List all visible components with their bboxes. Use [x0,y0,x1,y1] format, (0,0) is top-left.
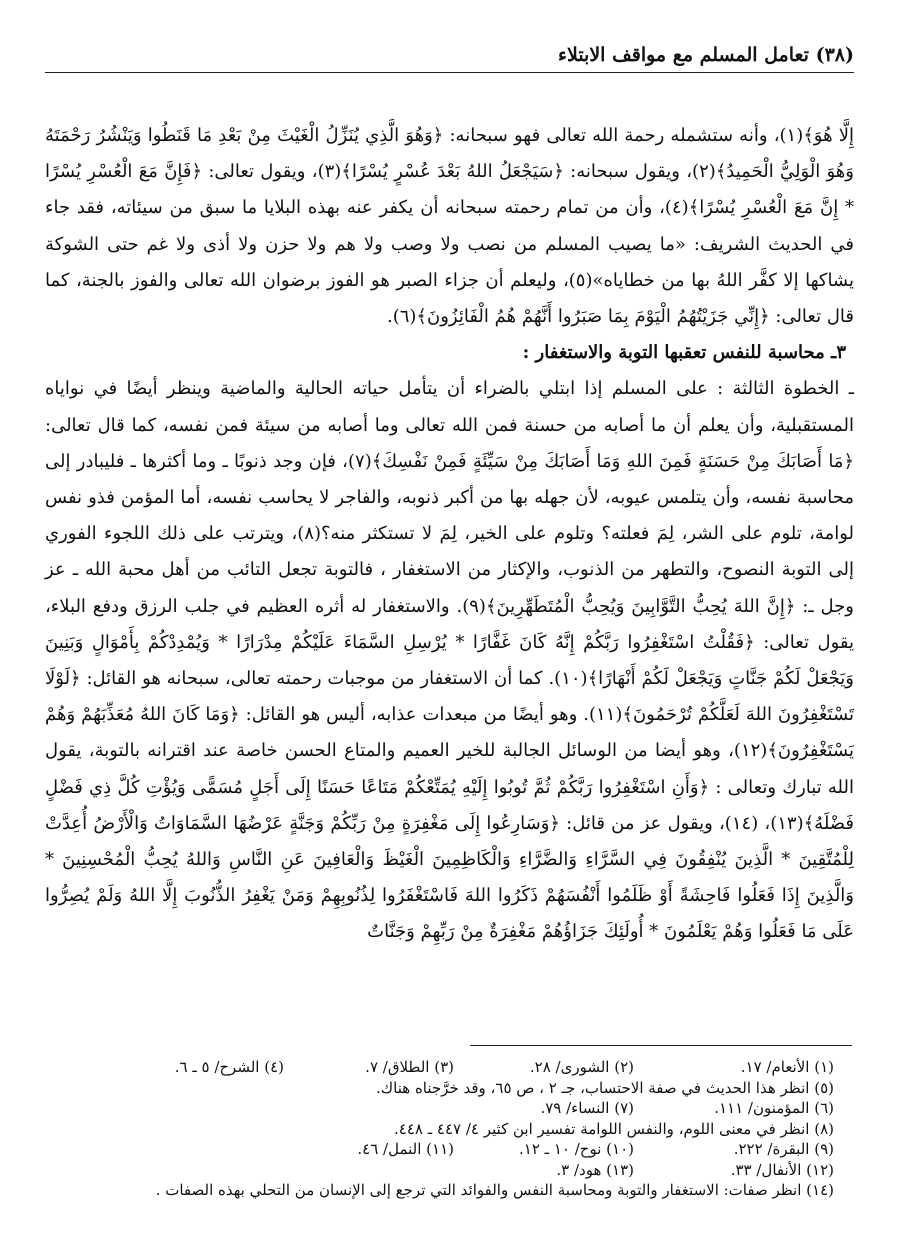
footnote-separator [470,1045,852,1046]
footnotes [45,1057,834,1201]
footnote: (١١) النمل/ ٤٦. [357,1140,454,1158]
footnote-line [45,1078,834,1099]
footnote: (٨) انظر في معنى اللوم، والنفس اللوامة تفسير ابن كثير ٤/ ٤٤٧ ـ ٤٤٨. [394,1119,834,1138]
footnote-line [45,1119,834,1140]
section-heading: ٣ـ محاسبة للنفس تعقبها التوبة والاستغفار : [522,342,846,364]
footnote: (١٣) هود/ ٣. [556,1160,634,1179]
footnote: (٢) الشورى/ ٢٨. [529,1058,634,1076]
footnote: (١٠) نوح/ ١٠ ـ ١٢. [518,1140,634,1158]
footnote-line [45,1160,834,1181]
paragraph-2: ـ الخطوة الثالثة : على المسلم إذا ابتلي بالضراء أن يتأمل حياته الحالية والماضية وينظر أيضًا في نواياه المستقبلية، وأن يعلم أن ما أصابه من حسنة فمن الله تعالى وما أصابه من سيئة فمن نفسه، كما قال تعالى: ﴿مَا أَصَابَكَ مِنْ حَسَنَةٍ فَمِنَ اللهِ وَمَا أَصَابَكَ مِنْ سَيِّئَةٍ فَمِنْ نَفْسِكَ﴾(٧)، فإن وجد ذنوبًا ـ وما أكثرها ـ فليبادر إلى محاسبة نفسه، وأن يتلمس عيوبه، لأن جهله بها من أكبر ذنوبه، والفاجر لا يحاسب نفسه، أما المؤمن فذو نفس لوامة، تلوم على الشر، لِمَ فعلته؟ وتلوم على الخير، لِمَ لا تستكثر منه؟(٨)، ويترتب على ذلك اللجوء الفوري إلى التوبة النصوح، والتطهر من الذنوب، والإكثار من الاستغفار ، فالتوبة تجعل التائب من أهل محبة الله ـ عز وجل ـ: ﴿إِنَّ اللهَ يُحِبُّ التَّوَّابِينَ وَيُحِبُّ الْمُتَطَهِّرِينَ﴾(٩). والاستغفار له أثره العظيم في جلب الرزق ودفع البلاء، يقول تعالى: ﴿فَقُلْتُ اسْتَغْفِرُوا رَبَّكُمْ إِنَّهُ كَانَ غَفَّارًا * يُرْسِلِ السَّمَاءَ عَلَيْكُمْ مِدْرَارًا * وَيُمْدِدْكُمْ بِأَمْوَالٍ وَبَنِينَ وَيَجْعَلْ لَكُمْ جَنَّاتٍ وَيَجْعَلْ لَكُمْ أَنْهَارًا﴾(١٠). كما أن الاستغفار من موجبات رحمته تعالى، سبحانه هو القائل: ﴿لَوْلَا تَسْتَغْفِرُونَ اللهَ لَعَلَّكُمْ تُرْحَمُونَ﴾(١١). وهو أيضًا من مبعدات عذابه، أليس هو القائل: ﴿وَمَا كَانَ اللهُ مُعَذِّبَهُمْ وَهُمْ يَسْتَغْفِرُونَ﴾(١٢)، وهو أيضا من الوسائل الجالبة للخير العميم والمتاع الحسن خاصة عند اقترانه بالتوبة، يقول الله تبارك وتعالى : ﴿وَأَنِ اسْتَغْفِرُوا رَبَّكُمْ ثُمَّ تُوبُوا إِلَيْهِ يُمَتِّعْكُمْ مَتَاعًا حَسَنًا إِلَى أَجَلٍ مُسَمًّى وَيُؤْتِ كُلَّ ذِي فَضْلٍ فَضْلَهُ﴾(١٣)، (١٤)، ويقول عز من قائل: ﴿وَسَارِعُوا إِلَى مَغْفِرَةٍ مِنْ رَبِّكُمْ وَجَنَّةٍ عَرْضُهَا السَّمَاوَاتُ وَالْأَرْضُ أُعِدَّتْ لِلْمُتَّقِينَ * الَّذِينَ يُنْفِقُونَ فِي السَّرَّاءِ وَالضَّرَّاءِ وَالْكَاظِمِينَ الْغَيْظَ وَالْعَافِينَ عَنِ النَّاسِ وَاللهُ يُحِبُّ الْمُحْسِنِينَ * وَالَّذِينَ إِذَا فَعَلُوا فَاحِشَةً أَوْ ظَلَمُوا أَنْفُسَهُمْ ذَكَرُوا اللهَ فَاسْتَغْفَرُوا لِذُنُوبِهِمْ وَمَنْ يَغْفِرُ الذُّنُوبَ إِلَّا اللهُ وَلَمْ يُصِرُّوا عَلَى مَا فَعَلُوا وَهُمْ يَعْلَمُونَ * أُولَئِكَ جَزَاؤُهُمْ مَغْفِرَةٌ مِنْ رَبِّهِمْ وَجَنَّاتٌ [45,378,855,943]
footnote: (١) الأنعام/ ١٧. [740,1058,834,1076]
footnote-line [45,1057,834,1078]
footnote: (١٢) الأنفال/ ٣٣. [730,1160,834,1179]
footnote: (٣) الطلاق/ ٧. [365,1058,454,1076]
footnote-line [45,1098,834,1119]
footnote-line [45,1139,834,1160]
footnote-line [45,1180,834,1201]
footnote: (٧) النساء/ ٧٩. [540,1099,634,1117]
footnote: (٤) الشرح/ ٥ ـ ٦. [174,1058,284,1076]
footnote: (١٤) انظر صفات: الاستغفار والتوبة ومحاسبة النفس والفوائد التي ترجع إلى الإنسان من التحلي بهذه الصفات . [155,1181,834,1199]
footnote: (٩) البقرة/ ٢٢٢. [733,1140,834,1158]
paragraph-1: إِلَّا هُوَ﴾(١)، وأنه ستشمله رحمة الله تعالى فهو سبحانه: ﴿وَهُوَ الَّذِي يُنَزِّلُ الْغَيْثَ مِنْ بَعْدِ مَا قَنَطُوا وَيَنْشُرُ رَحْمَتَهُ وَهُوَ الْوَلِيُّ الْحَمِيدُ﴾(٢)، ويقول سبحانه: ﴿سَيَجْعَلُ اللهُ بَعْدَ عُسْرٍ يُسْرًا﴾(٣)، ويقول تعالى: ﴿فَإِنَّ مَعَ الْعُسْرِ يُسْرًا * إِنَّ مَعَ الْعُسْرِ يُسْرًا﴾(٤)، وأن من تمام رحمته سبحانه أن يكفر عنه بهذه البلايا ما سبق من سيئاته، فقد جاء في الحديث الشريف: «ما يصيب المسلم من نصب ولا وصب ولا هم ولا حزن ولا أذى ولا غم حتى الشوكة يشاكها إلا كفَّر اللهُ بها من خطاياه»(٥)، وليعلم أن جزاء الصبر هو الفوز برضوان الله تعالى والفوز بالجنة، كما قال تعالى: ﴿إِنِّي جَزَيْتُهُمُ الْيَوْمَ بِمَا صَبَرُوا أَنَّهُمْ هُمُ الْفَائِزُونَ﴾(٦). [45,125,854,328]
footnote: (٦) المؤمنون/ ١١١. [714,1099,834,1117]
running-title: (٣٨) تعامل المسلم مع مواقف الابتلاء [558,44,854,66]
page-header [45,38,854,73]
footnote: (٥) انظر هذا الحديث في صفة الاحتساب، جـ ٢ ، ص ٦٥، وقد خرَّجناه هناك. [376,1078,834,1097]
main-text [45,118,854,951]
